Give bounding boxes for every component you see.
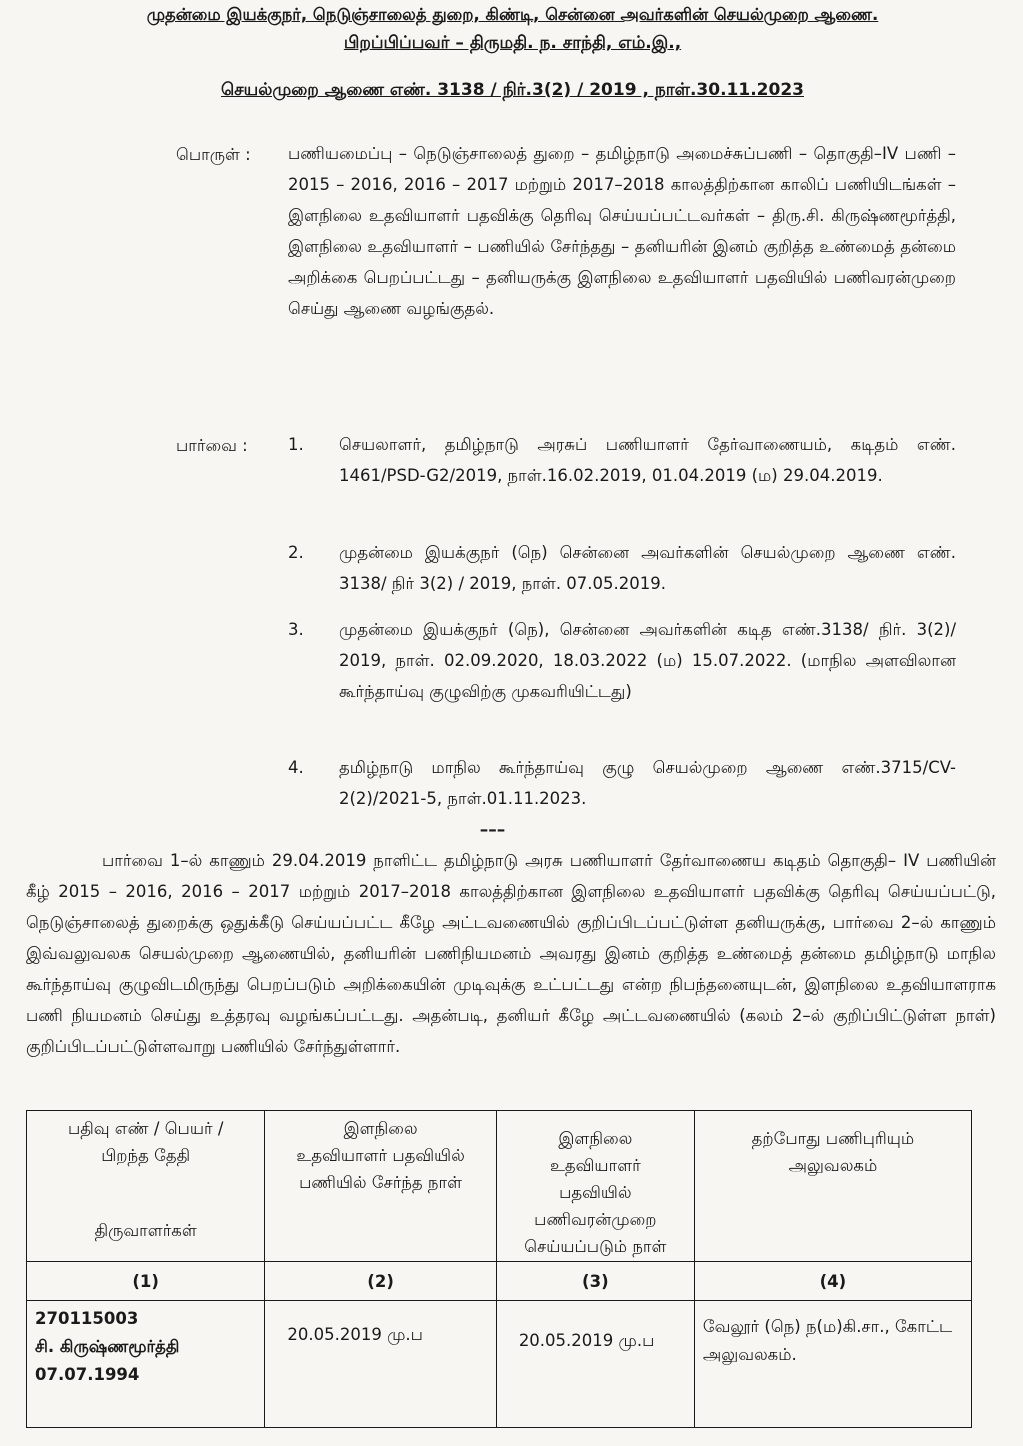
reference-text: செயலாளர், தமிழ்நாடு அரசுப் பணியாளர் தேர்வாணையம், கடிதம் எண். 1461/PSD-G2/2019, நாள்.16.02.2019, 01.04.2019 (ம) 29.04.2019.: [339, 435, 956, 485]
office-cell: [694, 1301, 971, 1428]
regularization-date: 20.05.2019 மு.ப: [518, 1331, 655, 1350]
reference-text: தமிழ்நாடு மாநில கூர்ந்தாய்வு குழு செயல்முறை ஆணை எண்.3715/CV-2(2)/2021-5, நாள்.01.11.2023.: [339, 758, 956, 808]
reference-item-3: [288, 614, 956, 707]
table-header-cell: [496, 1111, 694, 1262]
table-row: [27, 1301, 972, 1428]
header-text: திருவாளர்கள்: [94, 1221, 197, 1240]
table-header-cell: [27, 1111, 265, 1262]
issuer-heading: முதன்மை இயக்குநர், நெடுஞ்சாலைத் துறை, கிண்டி, சென்னை அவர்களின் செயல்முறை ஆணை.: [146, 5, 879, 24]
table-number-row: [27, 1262, 972, 1301]
registration-number: 270115003: [35, 1309, 139, 1328]
column-number: (4): [694, 1262, 971, 1301]
subject-label: பொருள் :: [176, 145, 251, 164]
table-header-row: [27, 1111, 972, 1262]
header-text: இளநிலை உதவியாளர் பதவியில் பணிவரன்முறை செய்யப்படும் நாள்: [524, 1129, 667, 1256]
appointment-table: [26, 1110, 972, 1428]
column-number: (3): [496, 1262, 694, 1301]
header-text: பிறந்த தேதி: [101, 1146, 191, 1165]
employee-details-cell: [27, 1301, 265, 1428]
header-text: பதிவு எண் / பெயர் /: [67, 1119, 224, 1138]
body-paragraph: பார்வை 1–ல் காணும் 29.04.2019 நாளிட்ட தமிழ்நாடு அரசு பணியாளர் தேர்வாணைய கடிதம் தொகுதி– IV பணியின் கீழ் 2015 – 2016, 2016 – 2017 மற்றும் 2017–2018 காலத்திற்கான இளநிலை உதவியாளர் பதவிக்கு தெரிவு செய்யப்பட்டு, நெடுஞ்சாலைத் துறைக்கு ஒதுக்கீடு செய்யப்பட்ட கீழே அட்டவணையில் குறிப்பிடப்பட்டுள்ள தனியருக்கு, பார்வை 2–ல் காணும் இவ்வலுவலக செயல்முறை ஆணையில், தனியரின் பணிநியமனம் அவரது இனம் குறித்த உண்மைத் தன்மை தமிழ்நாடு மாநில கூர்ந்தாய்வு குழுவிடமிருந்து பெறப்படும் அறிக்கையின் முடிவுக்கு உட்பட்டது என்ற நிபந்தனையுடன், இளநிலை உதவியாளராக பணி நியமனம் செய்து உத்தரவு வழங்கப்பட்டது. அதன்படி, தனியர் கீழே அட்டவணையில் (கலம் 2–ல் குறிப்பிட்டுள்ள நாள்) குறிப்பிடப்பட்டுள்ளவாறு பணியில் சேர்ந்துள்ளார்.: [26, 851, 996, 1056]
reference-number: 2.: [288, 543, 304, 562]
reference-item-1: [288, 429, 956, 491]
joining-date-cell: [265, 1301, 496, 1428]
section-separator: –––: [479, 820, 506, 840]
reference-item-2: [288, 537, 956, 599]
regularization-date-cell: [496, 1301, 694, 1428]
joining-date: 20.05.2019 மு.ப: [287, 1325, 423, 1344]
column-number: (2): [265, 1262, 496, 1301]
reference-item-4: [288, 752, 956, 814]
office-name: வேலூர் (நெ) ந(ம)கி.சா., கோட்ட அலுவலகம்.: [702, 1317, 953, 1364]
reference-number: 4.: [288, 758, 304, 777]
reference-label: பார்வை :: [176, 436, 248, 455]
header-text: இளநிலை உதவியாளர் பதவியில் பணியில் சேர்ந்த நாள்: [296, 1119, 465, 1192]
signatory-heading: பிறப்பிப்பவர் – திருமதி. ந. சாந்தி, எம்.இ.,: [343, 33, 682, 53]
employee-name: சி. கிருஷ்ணமூர்த்தி: [35, 1337, 180, 1356]
table-header-cell: [265, 1111, 496, 1262]
reference-number: 1.: [288, 435, 304, 454]
subject-text: பணியமைப்பு – நெடுஞ்சாலைத் துறை – தமிழ்நாடு அமைச்சுப்பணி – தொகுதி–IV பணி – 2015 – 2016, 2016 – 2017 மற்றும் 2017–2018 காலத்திற்கான காலிப் பணியிடங்கள் – இளநிலை உதவியாளர் பதவிக்கு தெரிவு செய்யப்பட்டவர்கள் – திரு.சி. கிருஷ்ணமூர்த்தி, இளநிலை உதவியாளர் – பணியில் சேர்ந்தது – தனியரின் இனம் குறித்த உண்மைத் தன்மை அறிக்கை பெறப்பட்டது – தனியருக்கு இளநிலை உதவியாளர் பதவியில் பணிவரன்முறை செய்து ஆணை வழங்குதல்.: [288, 144, 956, 318]
reference-text: முதன்மை இயக்குநர் (நெ), சென்னை அவர்களின் கடித எண்.3138/ நிர். 3(2)/ 2019, நாள். 02.09.2020, 18.03.2022 (ம) 15.07.2022. (மாநில அளவிலான கூர்ந்தாய்வு குழுவிற்கு முகவரியிட்டது): [339, 620, 956, 701]
date-of-birth: 07.07.1994: [35, 1365, 140, 1384]
header-text: தற்போது பணிபுரியும் அலுவலகம்: [751, 1129, 915, 1175]
order-number-line: செயல்முறை ஆணை எண். 3138 / நிர்.3(2) / 2019 , நாள்.30.11.2023: [221, 80, 804, 100]
table-header-cell: [694, 1111, 971, 1262]
reference-text: முதன்மை இயக்குநர் (நெ) சென்னை அவர்களின் செயல்முறை ஆணை எண். 3138/ நிர் 3(2) / 2019, நாள். 07.05.2019.: [339, 543, 956, 593]
reference-number: 3.: [288, 620, 304, 639]
column-number: (1): [27, 1262, 265, 1301]
